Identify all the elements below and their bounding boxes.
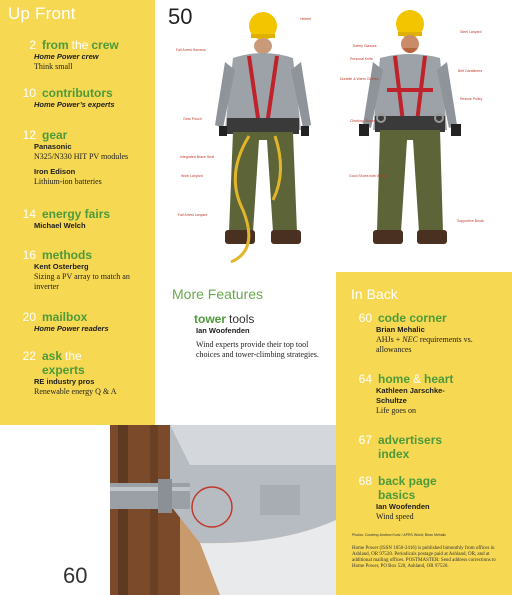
entry-description: Wind speed — [376, 512, 414, 521]
entry-author: Kathleen Jarschke-Schultze — [376, 386, 445, 405]
toc-entry-ask-the-experts[interactable] — [8, 349, 153, 397]
left-climber-figure — [215, 12, 311, 262]
entry-author: Michael Welch — [34, 221, 86, 230]
entry-keyword: contributors — [42, 86, 113, 100]
callout-label: Durable & Warm Clothes — [340, 77, 379, 81]
toc-entry-methods[interactable] — [8, 248, 153, 292]
page-number: 10 — [22, 86, 36, 100]
entry-keyword: ask — [42, 349, 63, 363]
entry-keyword-light: the — [65, 349, 82, 363]
page-number: 64 — [358, 372, 372, 386]
entry-author: Kent Osterberg — [34, 262, 89, 271]
page-number: 16 — [22, 248, 36, 262]
entry-description: Wind experts provide their top tool choices and tower-climbing strategies. — [196, 340, 319, 359]
entry-author: Home Power readers — [34, 324, 109, 333]
toc-entry-tower-tools[interactable] — [172, 312, 327, 360]
callout-label: Climbing Gloves — [350, 119, 376, 123]
page-number: 14 — [22, 207, 36, 221]
entry-author: RE industry pros — [34, 377, 95, 386]
entry-keyword: code corner — [378, 311, 447, 325]
more-features-title: More Features — [172, 286, 264, 302]
entry-author: Ian Woofenden — [376, 502, 430, 511]
entry-description: Renewable energy Q & A — [34, 387, 117, 396]
page-number: 50 — [174, 312, 188, 326]
entry-keyword: mailbox — [42, 310, 88, 324]
entry-description: Think small — [34, 62, 73, 71]
code-corner-photo — [110, 425, 336, 595]
page-number: 68 — [358, 474, 372, 488]
entry-keyword-line-2: index — [378, 447, 410, 461]
entry-keyword: energy fairs — [42, 207, 111, 221]
callout-label: Gear Pouch — [183, 117, 202, 121]
entry-keyword: back page — [378, 474, 437, 488]
toc-entry-home-and-heart[interactable] — [350, 372, 510, 416]
publication-notice: Home Power (ISSN 1050-2416) is published bimonthly from offices in Ashland, OR 97520. Periodicals postage paid at Ashland, OR, and at additional mailing offices. POSTMASTER: Send address corrections to Home Power, PO Box 520, Ashland, OR 97520. — [352, 546, 496, 569]
page-number: 22 — [22, 349, 36, 363]
toc-entry-mailbox[interactable] — [8, 310, 153, 334]
entry-keyword-line-2: experts — [42, 363, 85, 377]
up-front-title: Up Front — [8, 4, 76, 23]
toc-entry-back-page-basics[interactable] — [350, 474, 510, 522]
callout-label: Steel Lanyard — [460, 30, 482, 34]
climbers-illustration — [155, 0, 512, 270]
page-number: 60 — [358, 311, 372, 325]
callout-label: Supportive Boots — [457, 219, 484, 223]
page-number: 12 — [22, 128, 36, 142]
callout-label: Personal Knife — [350, 57, 373, 61]
feature-photo — [155, 0, 512, 270]
entry-keyword: methods — [42, 248, 93, 262]
page-number: 67 — [358, 433, 372, 447]
entry-keyword: tower — [194, 312, 227, 326]
entry-keyword: from — [42, 38, 69, 52]
page-number: 20 — [22, 310, 36, 324]
toc-entry-from-the-crew[interactable] — [8, 38, 153, 72]
callout-label: Integrated Brace Seat — [180, 155, 215, 159]
toc-entry-advertisers-index[interactable] — [350, 433, 510, 461]
feature-page-number: 50 — [168, 4, 193, 29]
entry-keyword-light: the — [71, 38, 89, 52]
photo-credit: Photos: Courtesy Andrew Kurtz / APRS World; Brian Mehalic — [352, 533, 447, 537]
callout-label: Rescue Pulley — [460, 97, 483, 101]
entry-description: Sizing a PV array to match an inverter — [34, 272, 130, 291]
callout-label: Fall Arrest Lanyard — [178, 213, 208, 217]
gear-item-name: Panasonic — [34, 142, 72, 151]
toc-entry-gear[interactable] — [8, 128, 153, 187]
conduit-box-illustration — [110, 425, 336, 595]
gear-item-description: N325/N330 HIT PV modules — [34, 152, 129, 161]
entry-author: Ian Woofenden — [196, 326, 250, 335]
entry-keyword: home — [378, 372, 411, 386]
callout-label: Helmet — [300, 17, 312, 21]
entry-author: Home Power crew — [34, 52, 99, 61]
entry-keyword-2: crew — [91, 38, 119, 52]
entry-keyword: advertisers — [378, 433, 443, 447]
entry-description: AHJs + NEC requirements vs. allowances — [376, 335, 473, 354]
callout-label: Good Shoes with Vibram — [349, 174, 388, 178]
callout-label: Safety Glasses — [353, 44, 377, 48]
entry-author: Home Power’s experts — [34, 100, 115, 109]
toc-entry-code-corner[interactable] — [350, 311, 510, 355]
gear-item-name: Iron Edison — [34, 167, 76, 176]
toc-entry-energy-fairs[interactable] — [8, 207, 153, 231]
callout-label: Fall Arrest Harness — [176, 48, 206, 52]
callout-label: Work Lanyard — [181, 174, 203, 178]
entry-author: Brian Mehalic — [376, 325, 425, 334]
entry-keyword-line-2: basics — [378, 488, 416, 502]
entry-keyword: gear — [42, 128, 68, 142]
entry-keyword-2: heart — [424, 372, 454, 386]
entry-keyword-light: & — [413, 372, 422, 386]
entry-description: Life goes on — [376, 406, 416, 415]
gear-item-description: Lithium-ion batteries — [34, 177, 102, 186]
page-number: 2 — [29, 38, 36, 52]
toc-entry-contributors[interactable] — [8, 86, 153, 110]
in-back-title: In Back — [351, 286, 398, 302]
callout-label: Belt Carabiners — [458, 69, 483, 73]
code-corner-page-number: 60 — [63, 563, 88, 588]
entry-keyword-light: tools — [229, 312, 255, 326]
